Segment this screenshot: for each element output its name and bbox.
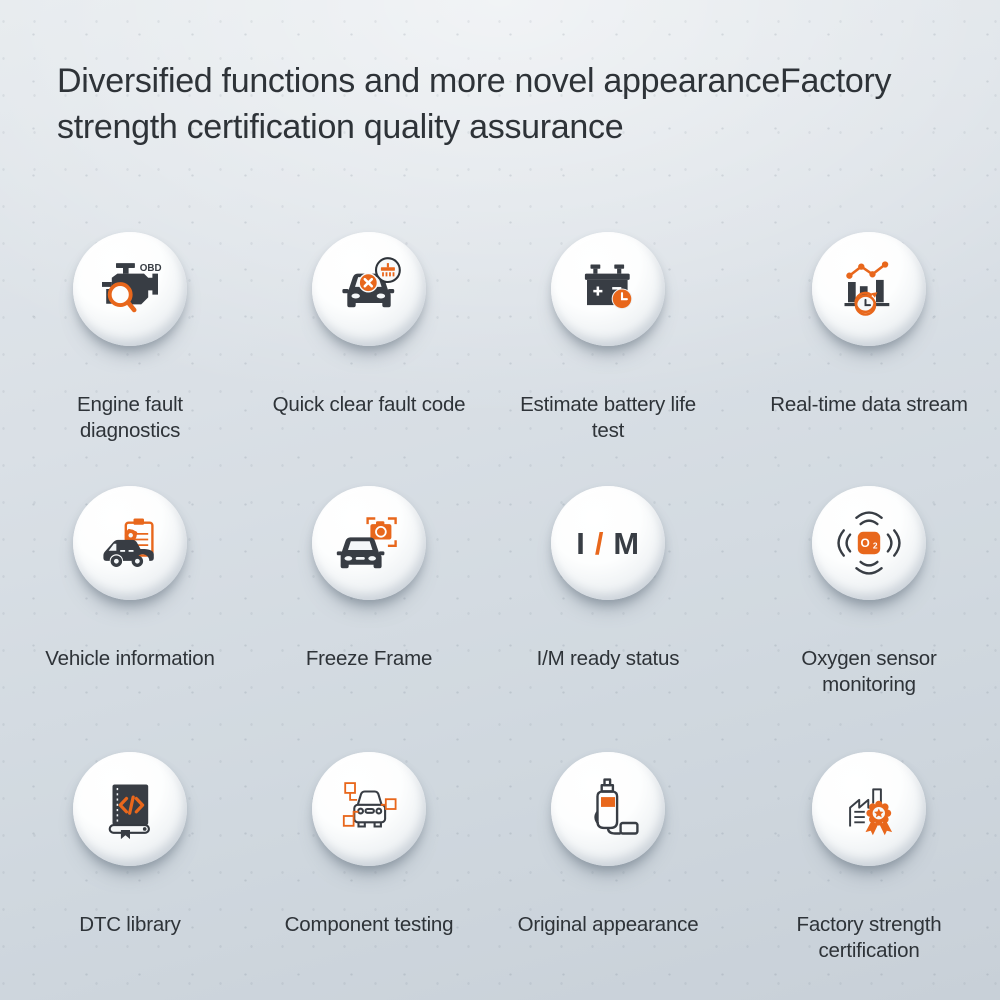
- feature-label: Original appearance: [517, 913, 699, 936]
- feature-component-testing: [260, 752, 478, 963]
- clear-fault-code-icon: [327, 247, 411, 331]
- data-stream-icon: [827, 247, 911, 331]
- svg-text:I / M: [576, 526, 639, 561]
- feature-icon-circle: [551, 486, 665, 600]
- feature-icon-circle: [812, 232, 926, 346]
- obd-badge-text: OBD: [139, 262, 162, 274]
- feature-icon-circle: [312, 232, 426, 346]
- im-letter-i: I: [576, 526, 586, 562]
- feature-icon-circle: [812, 486, 926, 600]
- battery-life-icon: [566, 247, 650, 331]
- feature-icon-circle: [551, 752, 665, 866]
- vehicle-information-icon: [88, 501, 172, 585]
- page-title-line2: strength certification quality assurance: [57, 108, 624, 147]
- feature-label: Quick clear fault code: [272, 393, 466, 416]
- feature-label: Estimate battery life test: [520, 393, 696, 442]
- component-testing-icon: [327, 767, 411, 851]
- feature-factory-certification: [738, 752, 1000, 963]
- im-slash: /: [594, 526, 605, 562]
- im-ready-icon: [566, 501, 650, 585]
- feature-row-1: [0, 232, 1000, 443]
- feature-label: DTC library: [79, 913, 181, 936]
- feature-dtc-library: [0, 752, 260, 963]
- feature-icon-circle: [312, 752, 426, 866]
- feature-icon-circle: [812, 752, 926, 866]
- feature-real-time-data-stream: [738, 232, 1000, 443]
- feature-icon-circle: [312, 486, 426, 600]
- feature-label: Freeze Frame: [305, 647, 433, 670]
- im-letter-m: M: [613, 526, 640, 562]
- feature-row-3: [0, 752, 1000, 963]
- feature-label: Real-time data stream: [770, 393, 968, 416]
- feature-quick-clear-fault-code: [260, 232, 478, 443]
- page-title-line1: Diversified functions and more novel appearanceFactory: [57, 62, 892, 100]
- feature-icon-circle: [551, 232, 665, 346]
- feature-original-appearance: [478, 752, 738, 963]
- feature-icon-circle: [73, 752, 187, 866]
- feature-label: Engine fault diagnostics: [77, 393, 183, 442]
- feature-im-ready-status: [478, 486, 738, 697]
- feature-estimate-battery-life: [478, 232, 738, 443]
- feature-icon-circle: [73, 232, 187, 346]
- o2-main-text: O: [860, 536, 870, 551]
- feature-icon-circle: [73, 486, 187, 600]
- feature-label: Vehicle information: [45, 647, 215, 670]
- feature-oxygen-sensor: [738, 486, 1000, 697]
- o2-sub-text: 2: [872, 540, 878, 551]
- original-appearance-icon: [566, 767, 650, 851]
- page-title: [57, 58, 947, 150]
- feature-freeze-frame: [260, 486, 478, 697]
- feature-row-2: [0, 486, 1000, 697]
- feature-label: Component testing: [284, 913, 454, 936]
- feature-label: Oxygen sensor monitoring: [801, 647, 937, 696]
- oxygen-sensor-icon: [827, 501, 911, 585]
- feature-engine-fault-diagnostics: [0, 232, 260, 443]
- freeze-frame-icon: [327, 501, 411, 585]
- factory-certification-icon: [827, 767, 911, 851]
- feature-label: Factory strength certification: [796, 913, 942, 962]
- dtc-library-icon: [88, 767, 172, 851]
- feature-label: I/M ready status: [536, 647, 680, 670]
- feature-vehicle-information: [0, 486, 260, 697]
- engine-diagnostics-icon: [88, 247, 172, 331]
